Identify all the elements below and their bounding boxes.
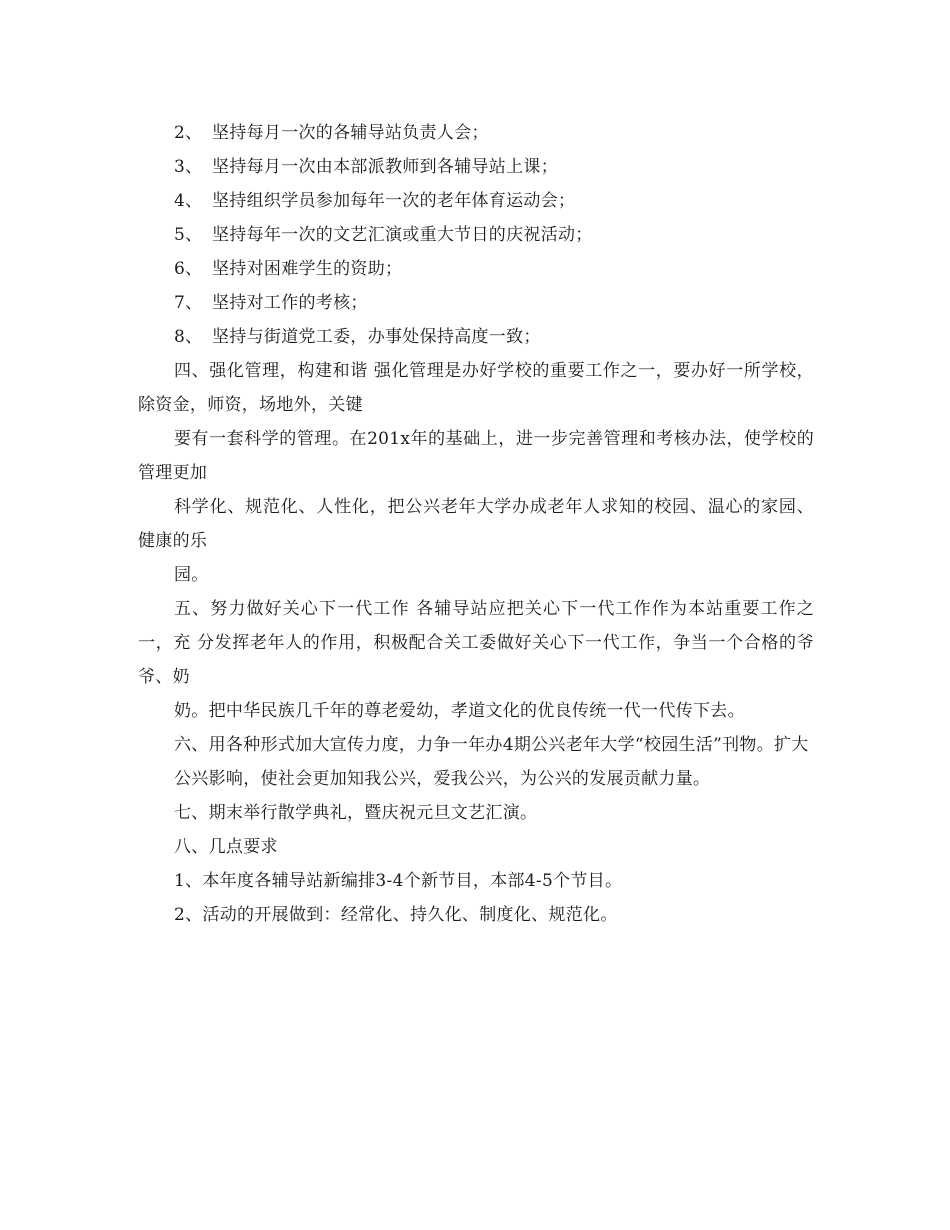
list-item-text: 坚持组织学员参加每年一次的老年体育运动会； [212, 191, 576, 211]
list-item [138, 150, 814, 184]
paragraph-management-cont-3: 园。 [174, 565, 209, 585]
list-item-number: 2、 [174, 123, 203, 143]
list-item-text: 坚持对困难学生的资助； [212, 259, 403, 279]
list-item-number: 3、 [174, 157, 203, 177]
paragraph-requirement-2: 2、活动的开展做到：经常化、持久化、制度化、规范化。 [174, 905, 618, 925]
list-item [138, 184, 814, 218]
list-item [138, 252, 814, 286]
list-item-text: 坚持每月一次由本部派教师到各辅导站上课； [212, 157, 558, 177]
paragraph-next-generation: 五、努力做好关心下一代工作 各辅导站应把关心下一代工作作为本站重要工作之一，充 分发挥老年人的作用，积极配合关工委做好关心下一代工作，争当一个合格的爷爷、奶 [138, 599, 814, 687]
paragraph-management: 四、强化管理，构建和谐 强化管理是办好学校的重要工作之一，要办好一所学校，除资金，师资，场地外，关键 [138, 361, 814, 415]
list-item-number: 7、 [174, 293, 203, 313]
paragraph-publicity: 六、用各种形式加大宣传力度，力争一年办4期公兴老年大学“校园生活”刊物。扩大 [174, 735, 809, 755]
paragraph-requirements-heading: 八、几点要求 [174, 837, 278, 857]
list-item-number: 8、 [174, 327, 203, 347]
paragraph-management-cont-2: 科学化、规范化、人性化，把公兴老年大学办成老年人求知的校园、温心的家园、健康的乐 [138, 497, 814, 551]
paragraph-closing-ceremony: 七、期末举行散学典礼，暨庆祝元旦文艺汇演。 [174, 803, 538, 823]
list-item [138, 218, 814, 252]
paragraph-management-cont-1: 要有一套科学的管理。在201x年的基础上，进一步完善管理和考核办法，使学校的管理更加 [138, 429, 814, 483]
list-item-text: 坚持对工作的考核； [212, 293, 368, 313]
paragraph-next-generation-cont: 奶。把中华民族几千年的尊老爱幼，孝道文化的优良传统一代一代传下去。 [174, 701, 745, 721]
list-item-number: 6、 [174, 259, 203, 279]
list-item [138, 320, 814, 354]
document-body [138, 116, 814, 932]
paragraph-publicity-cont: 公兴影响，使社会更加知我公兴，爱我公兴，为公兴的发展贡献力量。 [174, 769, 711, 789]
paragraph-requirement-1: 1、本年度各辅导站新编排3-4个新节目，本部4-5个节目。 [174, 871, 623, 891]
list-item-number: 5、 [174, 225, 203, 245]
list-item-text: 坚持与街道党工委，办事处保持高度一致； [212, 327, 541, 347]
list-item-text: 坚持每月一次的各辅导站负责人会； [212, 123, 489, 143]
list-item-number: 4、 [174, 191, 203, 211]
list-item-text: 坚持每年一次的文艺汇演或重大节日的庆祝活动； [212, 225, 593, 245]
list-item [138, 286, 814, 320]
list-item [138, 116, 814, 150]
